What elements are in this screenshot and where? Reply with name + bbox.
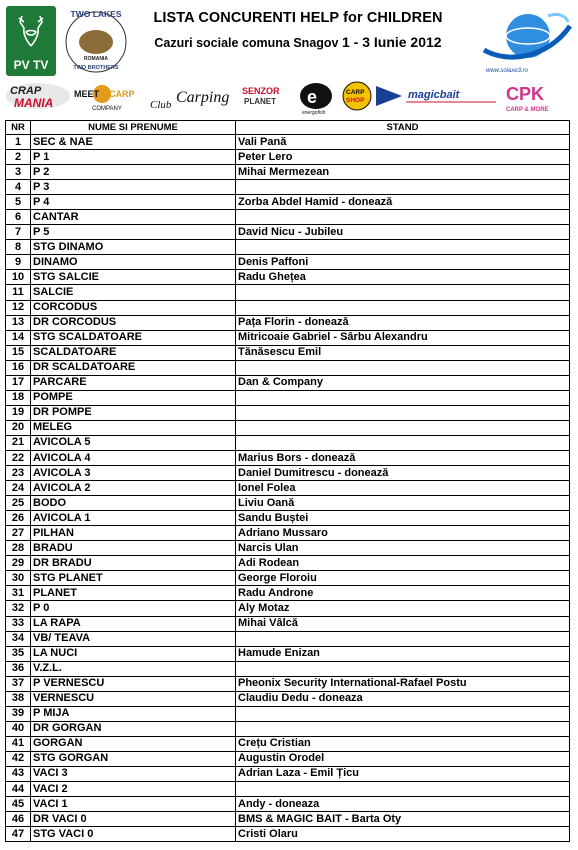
cell-nr: 25 (6, 496, 31, 511)
globe-icon (478, 6, 574, 68)
cell-stand: Augustin Orodel (236, 751, 570, 766)
cell-stand: Adi Rodean (236, 556, 570, 571)
cell-nr: 34 (6, 631, 31, 646)
cell-stand: Radu Ghețea (236, 270, 570, 285)
table-row (6, 691, 570, 706)
cell-nr: 35 (6, 646, 31, 661)
cell-nr: 40 (6, 721, 31, 736)
cell-nr: 13 (6, 315, 31, 330)
cell-nr: 19 (6, 405, 31, 420)
table-row (6, 646, 570, 661)
cell-name: VACI 2 (31, 782, 236, 797)
cpk-logo (506, 84, 549, 113)
cell-stand: Andy - doneaza (236, 797, 570, 812)
carpshop-logo (343, 82, 371, 110)
table-row (6, 270, 570, 285)
cell-nr: 43 (6, 766, 31, 781)
cell-name: STG DINAMO (31, 240, 236, 255)
cell-stand (236, 240, 570, 255)
cell-nr: 22 (6, 450, 31, 465)
cell-name: STG SCALDATOARE (31, 330, 236, 345)
svg-text:CRAP: CRAP (10, 85, 42, 97)
table-row (6, 586, 570, 601)
svg-text:TWO BROTHERS: TWO BROTHERS (73, 65, 119, 71)
cell-stand: Dan & Company (236, 375, 570, 390)
cell-stand: Radu Androne (236, 586, 570, 601)
cell-nr: 45 (6, 797, 31, 812)
cell-name: P 5 (31, 225, 236, 240)
cell-nr: 33 (6, 616, 31, 631)
table-row (6, 255, 570, 270)
table-row (6, 390, 570, 405)
cell-name: BODO (31, 496, 236, 511)
table-row (6, 240, 570, 255)
cell-name: DINAMO (31, 255, 236, 270)
senzor-planet-logo (242, 86, 280, 106)
cell-name: BRADU (31, 541, 236, 556)
cell-nr: 9 (6, 255, 31, 270)
carpingclub-logo (150, 89, 229, 111)
table-row (6, 751, 570, 766)
cell-stand: Adrian Laza - Emil Țicu (236, 766, 570, 781)
table-row (6, 571, 570, 586)
svg-text:PLANET: PLANET (244, 97, 276, 106)
cell-nr: 11 (6, 285, 31, 300)
table-row (6, 812, 570, 827)
cell-name: VACI 1 (31, 797, 236, 812)
cell-nr: 30 (6, 571, 31, 586)
cell-name: STG VACI 0 (31, 827, 236, 842)
globe-url: www.solaxe3.ro (486, 68, 529, 74)
cell-name: DR GORGAN (31, 721, 236, 736)
sponsor-logos (4, 80, 576, 116)
table-row (6, 616, 570, 631)
cell-stand: Vali Pană (236, 135, 570, 150)
cell-stand (236, 661, 570, 676)
cell-name: P VERNESCU (31, 676, 236, 691)
table-row (6, 676, 570, 691)
cell-name: AVICOLA 3 (31, 466, 236, 481)
svg-text:Carping: Carping (176, 89, 230, 106)
cell-name: SEC & NAE (31, 135, 236, 150)
cell-stand (236, 420, 570, 435)
cell-nr: 14 (6, 330, 31, 345)
cell-nr: 24 (6, 481, 31, 496)
cell-nr: 28 (6, 541, 31, 556)
cell-name: AVICOLA 4 (31, 450, 236, 465)
cell-nr: 39 (6, 706, 31, 721)
cell-name: GORGAN (31, 736, 236, 751)
cell-stand: Adriano Mussaro (236, 526, 570, 541)
cell-name: V.Z.L. (31, 661, 236, 676)
cell-nr: 37 (6, 676, 31, 691)
table-row (6, 556, 570, 571)
svg-text:TWO LAKES: TWO LAKES (70, 9, 122, 19)
cell-name: STG GORGAN (31, 751, 236, 766)
table-row (6, 315, 570, 330)
table-row (6, 435, 570, 450)
cell-name: AVICOLA 2 (31, 481, 236, 496)
cell-nr: 3 (6, 165, 31, 180)
cell-nr: 38 (6, 691, 31, 706)
cell-name: P 1 (31, 150, 236, 165)
table-row (6, 766, 570, 781)
table-row (6, 330, 570, 345)
col-header-nr: NR (6, 121, 31, 135)
cell-nr: 26 (6, 511, 31, 526)
svg-text:magicbait: magicbait (408, 89, 460, 101)
cell-name: DR VACI 0 (31, 812, 236, 827)
cell-name: DR SCALDATOARE (31, 360, 236, 375)
table-row (6, 450, 570, 465)
cell-name: VACI 3 (31, 766, 236, 781)
cell-nr: 32 (6, 601, 31, 616)
cell-nr: 23 (6, 466, 31, 481)
cell-name: PARCARE (31, 375, 236, 390)
cell-stand: Peter Lero (236, 150, 570, 165)
deer-icon (16, 12, 46, 48)
table-row (6, 345, 570, 360)
cell-stand: Tănăsescu Emil (236, 345, 570, 360)
svg-text:CPK: CPK (506, 84, 545, 104)
subtitle-dates: 1 - 3 Iunie 2012 (341, 34, 442, 50)
cell-stand: Mitricoaie Gabriel - Sârbu Alexandru (236, 330, 570, 345)
cell-name: POMPE (31, 390, 236, 405)
cell-nr: 4 (6, 180, 31, 195)
cell-name: DR CORCODUS (31, 315, 236, 330)
cell-stand: Pheonix Security International-Rafael Postu (236, 676, 570, 691)
col-header-stand: STAND (236, 121, 570, 135)
cell-name: STG PLANET (31, 571, 236, 586)
svg-text:CARP: CARP (109, 89, 135, 99)
table-row (6, 195, 570, 210)
cell-stand: Aly Motaz (236, 601, 570, 616)
table-row (6, 420, 570, 435)
cell-nr: 1 (6, 135, 31, 150)
cell-nr: 5 (6, 195, 31, 210)
cell-name: VB/ TEAVA (31, 631, 236, 646)
cell-name: P 2 (31, 165, 236, 180)
table-row (6, 706, 570, 721)
cell-stand (236, 390, 570, 405)
table-row (6, 797, 570, 812)
cell-nr: 10 (6, 270, 31, 285)
two-lakes-logo (62, 4, 130, 76)
cell-stand: BMS & MAGIC BAIT - Barta Oty (236, 812, 570, 827)
cell-name: P 0 (31, 601, 236, 616)
cell-name: PLANET (31, 586, 236, 601)
competitors-table (5, 120, 570, 842)
cell-nr: 44 (6, 782, 31, 797)
cell-nr: 18 (6, 390, 31, 405)
cell-stand: Pața Florin - donează (236, 315, 570, 330)
cell-nr: 21 (6, 435, 31, 450)
table-body (6, 135, 570, 842)
cell-stand: Zorba Abdel Hamid - donează (236, 195, 570, 210)
table-row (6, 300, 570, 315)
table-row (6, 210, 570, 225)
cell-nr: 27 (6, 526, 31, 541)
svg-text:SHOP: SHOP (346, 97, 365, 104)
cell-nr: 36 (6, 661, 31, 676)
meetcarp-logo (74, 85, 135, 112)
cell-stand: Liviu Oană (236, 496, 570, 511)
cell-nr: 17 (6, 375, 31, 390)
cell-name: AVICOLA 1 (31, 511, 236, 526)
carpmania-logo (6, 83, 70, 110)
cell-name: DR BRADU (31, 556, 236, 571)
col-header-name: NUME SI PRENUME (31, 121, 236, 135)
table-row (6, 736, 570, 751)
cell-stand: Cristi Olaru (236, 827, 570, 842)
table-row (6, 496, 570, 511)
cell-stand: Claudiu Dedu - doneaza (236, 691, 570, 706)
page-subtitle (138, 34, 458, 50)
page-header (0, 0, 578, 118)
cell-stand: Narcis Ulan (236, 541, 570, 556)
cell-name: CANTAR (31, 210, 236, 225)
cell-stand (236, 210, 570, 225)
cell-stand: Ionel Folea (236, 481, 570, 496)
cell-stand (236, 631, 570, 646)
svg-text:CARP & MORE: CARP & MORE (506, 107, 549, 113)
cell-stand: Hamude Enizan (236, 646, 570, 661)
table-row (6, 541, 570, 556)
cell-stand (236, 180, 570, 195)
table-row (6, 165, 570, 180)
cell-stand: David Nicu - Jubileu (236, 225, 570, 240)
svg-text:energofish: energofish (302, 110, 326, 116)
energofish-logo (300, 83, 332, 116)
cell-nr: 7 (6, 225, 31, 240)
cell-name: CORCODUS (31, 300, 236, 315)
cell-nr: 2 (6, 150, 31, 165)
table-row (6, 526, 570, 541)
table-row (6, 135, 570, 150)
cell-name: LA NUCI (31, 646, 236, 661)
table-row (6, 405, 570, 420)
cell-stand (236, 300, 570, 315)
cell-name: VERNESCU (31, 691, 236, 706)
table-row (6, 631, 570, 646)
cell-nr: 41 (6, 736, 31, 751)
cell-name: PILHAN (31, 526, 236, 541)
svg-text:MANIA: MANIA (14, 96, 54, 110)
cell-stand: Sandu Buștei (236, 511, 570, 526)
subtitle-prefix: Cazuri sociale comuna Snagov (154, 36, 342, 50)
pvtv-logo (6, 6, 56, 76)
cell-nr: 20 (6, 420, 31, 435)
svg-text:ROMANIA: ROMANIA (84, 56, 108, 62)
cell-stand: Denis Paffoni (236, 255, 570, 270)
cell-name: LA RAPA (31, 616, 236, 631)
table-row (6, 225, 570, 240)
table-row (6, 511, 570, 526)
table-row (6, 150, 570, 165)
cell-nr: 8 (6, 240, 31, 255)
page-title: LISTA CONCURENTI HELP for CHILDREN (153, 10, 443, 26)
svg-text:MEET: MEET (74, 89, 100, 99)
cell-name: SCALDATOARE (31, 345, 236, 360)
cell-nr: 31 (6, 586, 31, 601)
cell-nr: 6 (6, 210, 31, 225)
cell-name: STG SALCIE (31, 270, 236, 285)
pvtv-label: PV TV (13, 58, 49, 72)
table-header-row (6, 121, 570, 135)
cell-name: MELEG (31, 420, 236, 435)
table-row (6, 180, 570, 195)
cell-nr: 29 (6, 556, 31, 571)
cell-stand (236, 706, 570, 721)
cell-stand (236, 435, 570, 450)
svg-text:e: e (307, 87, 318, 107)
cell-stand (236, 405, 570, 420)
cell-nr: 12 (6, 300, 31, 315)
cell-name: SALCIE (31, 285, 236, 300)
svg-text:COMPANY: COMPANY (92, 106, 122, 112)
globe-logo (478, 6, 574, 78)
table-row (6, 721, 570, 736)
table-row (6, 481, 570, 496)
table-row (6, 827, 570, 842)
cell-stand (236, 782, 570, 797)
cell-name: P 3 (31, 180, 236, 195)
cell-stand (236, 360, 570, 375)
cell-name: AVICOLA 5 (31, 435, 236, 450)
cell-nr: 47 (6, 827, 31, 842)
table-row (6, 360, 570, 375)
table-row (6, 782, 570, 797)
cell-stand: Crețu Cristian (236, 736, 570, 751)
table-row (6, 661, 570, 676)
svg-text:SENZOR: SENZOR (242, 86, 280, 96)
table-row (6, 466, 570, 481)
table-row (6, 375, 570, 390)
cell-stand (236, 721, 570, 736)
svg-text:Club: Club (150, 99, 172, 111)
cell-nr: 42 (6, 751, 31, 766)
magicbait-logo (376, 86, 496, 106)
table-row (6, 601, 570, 616)
cell-nr: 16 (6, 360, 31, 375)
cell-name: P 4 (31, 195, 236, 210)
svg-text:CARP: CARP (346, 89, 365, 96)
cell-stand: Marius Bors - donează (236, 450, 570, 465)
cell-stand: George Floroiu (236, 571, 570, 586)
cell-stand (236, 285, 570, 300)
cell-name: P MIJA (31, 706, 236, 721)
cell-stand: Daniel Dumitrescu - donează (236, 466, 570, 481)
cell-nr: 15 (6, 345, 31, 360)
cell-stand: Mihai Vâlcă (236, 616, 570, 631)
cell-name: DR POMPE (31, 405, 236, 420)
sponsor-strip (4, 80, 576, 116)
cell-stand: Mihai Mermezean (236, 165, 570, 180)
cell-nr: 46 (6, 812, 31, 827)
table-row (6, 285, 570, 300)
